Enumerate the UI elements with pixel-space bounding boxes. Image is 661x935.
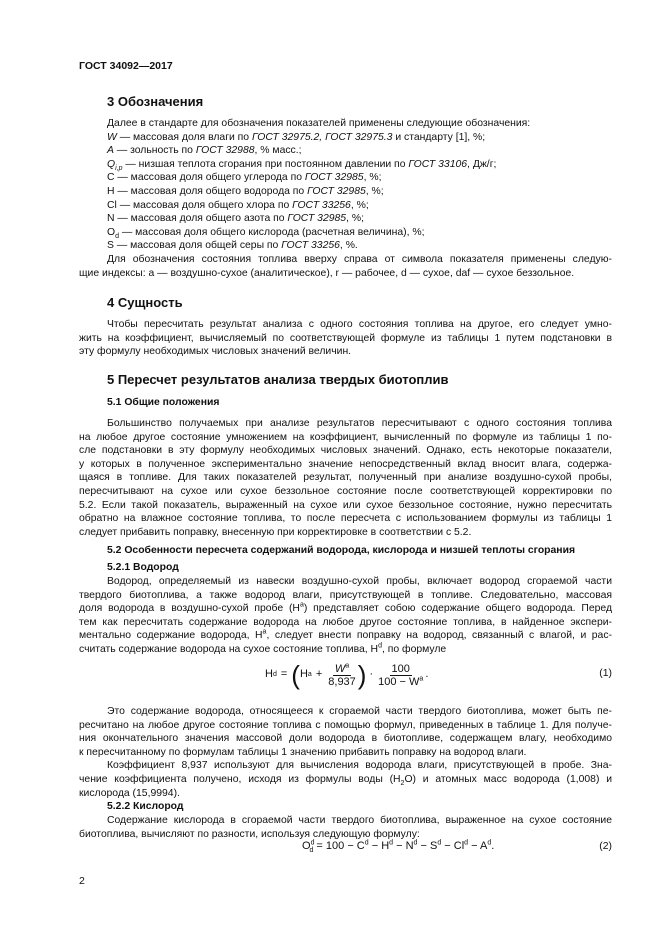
section-5-2-title: 5.2 Особенности пересчета содержаний водорода, кислорода и низшей теплоты сгорания (107, 545, 576, 556)
section-4-body (79, 318, 612, 359)
oxygen-line: Содержание кислорода в сгораемой части твердого биотоплива, выраженное на сухое состояние (107, 815, 612, 826)
oxygen-line: биотоплива, вычисляют по разности, используя следующую формулу: (79, 828, 420, 840)
section-3-title: 3 Обозначения (107, 94, 204, 109)
designation-c: С — массовая доля общего углерода по ГОСТ 32985, %; (107, 172, 382, 184)
section-5-1-line: пересчитывают на сухое или сухое беззольное состояние после соответствующей корректировки по (79, 485, 612, 497)
formula-1-fraction-moisture: $\frac{W^a}{8,937}$ (328, 661, 356, 688)
section-5-1-line: Большинство получаемых при анализе результатов пересчитывают с одного состояния топлива (107, 418, 612, 429)
hydrogen-line: Водород, определяемый из навески воздушно-сухой пробы, включает водород сгораемой части (107, 576, 612, 587)
designation-n: N — массовая доля общего азота по ГОСТ 32985, %; (107, 213, 364, 225)
formula-2 (79, 840, 612, 858)
page-number: 2 (79, 875, 85, 887)
formula-1-expression: H d = ( H a + $\frac{W^a}{8,937}$ ) · $\frac{100}{100 - W^a}$ . (265, 660, 429, 690)
designation-a: A — зольность по ГОСТ 32988, % масс.; (107, 145, 302, 157)
designation-o: $O_d$ — массовая доля общего кислорода (расчетная величина), %; (107, 226, 425, 240)
state-indices-line-2: щие индексы: a — воздушно-сухое (аналитическое), r — рабочее, d — сухое, daf — сухое беззольное. (79, 267, 575, 279)
hydrogen-explanation-line: к пересчитанному по формулам таблицы 1 значению прибавить поправку на водород влаги. (79, 746, 527, 758)
hydrogen-line: ментально содержание водорода, $Н^a$, следует внести поправку на водород, связанный с влагой, и рас- (79, 628, 612, 642)
hydrogen-explanation-line: ния окончательного значения массовой доли водорода в биотопливе, содержащем влагу, необходимо (79, 733, 612, 745)
hydrogen-explanation-line: ресчитано на любое другое состояние топлива с помощью формул, приведенных в таблице 1. Для получе- (79, 719, 612, 731)
section-5-1-line: на любое другое состояние умножением на коэффициент, вычисленный по формуле из таблицы 1 по- (79, 431, 612, 443)
coefficient-line: Коэффициент 8,937 используют для вычисления водорода влаги, присутствующей в пробе. Зна- (107, 760, 612, 772)
section-5-1-line: следует прибавить поправку, внесенную при корректировке в соответствии с 5.2. (79, 526, 472, 538)
designation-w: W — массовая доля влаги по ГОСТ 32975.2, ГОСТ 32975.3 и стандарту [1], %; (107, 131, 486, 143)
section-5-1-title: 5.1 Общие положения (107, 397, 220, 408)
designation-cl: Cl — массовая доля общего хлора по ГОСТ 33256, %; (107, 199, 369, 211)
document-code-header: ГОСТ 34092—2017 (79, 60, 173, 72)
section-5-1-line: сле подстановки в эту формулу необходимых числовых значений. Однако, есть некоторые показатели, (79, 445, 612, 457)
section-5-2-1-title: 5.2.1 Водород (107, 562, 179, 573)
formula-1-number: (1) (599, 668, 612, 679)
section-4-title: 4 Сущность (107, 295, 183, 310)
hydrogen-explanation-line: Это содержание водорода, относящееся к сгораемой части твердого биотоплива, может быть пе- (107, 706, 612, 717)
section-3-body (79, 117, 612, 280)
section-5-2-2-body (79, 814, 612, 841)
section-5-1-line: 5.2. Если такой показатель, выраженный на сухое или сухое беззольное состояние, нужно пересчитать (79, 499, 612, 511)
section-5-1-line: щаяся в топливе. Для таких показателей результат, полученный при анализе воздушно-сухой пробы, (79, 472, 612, 484)
hydrogen-line: твердого биотоплива, а также водород влаги, присутствующей в топливе. Следовательно, массовая (79, 589, 612, 601)
section-4-line: Чтобы пересчитать результат анализа с одного состояния топлива на другое, его следует умно- (107, 319, 612, 330)
hydrogen-line: доля водорода в воздушно-сухой пробе $(Н^a)$ представляет собою содержание общего водорода. Перед (79, 601, 613, 615)
coefficient-line: кислорода (15,9994). (79, 787, 180, 799)
coefficient-line: чение коэффициента получено, исходя из формулы воды $(Н_2О)$ и атомных масс водорода (1,008) и (79, 773, 612, 788)
hydrogen-explanation (79, 705, 612, 800)
formula-1-fraction-dry: $\frac{100}{100 - W^a}$ (378, 662, 424, 688)
section-5-2-1-body (79, 575, 612, 657)
section-4-line: жить на коэффициент, вычисляемый по соответствующей формуле из таблицы 1 путем подстановки в (79, 332, 612, 344)
section-4-line: эту формулу необходимых числовых значений величин. (79, 346, 352, 358)
section-3-intro: Далее в стандарте для обозначения показателей применены следующие обозначения: (107, 118, 531, 129)
section-5-1-body (79, 417, 612, 539)
hydrogen-line: считать содержание водорода на сухое состояние топлива, $Н^d$, по формуле (79, 642, 447, 655)
formula-1 (79, 655, 612, 695)
section-5-1-line: у которых в полученное экспериментально значение непосредственный вклад вносит влага, содержа- (79, 458, 612, 470)
section-5-1-line: обратно на влажное состояние топлива, то после пересчета с использованием формулы из таблицы 1 (79, 513, 612, 525)
section-5-2-2-title: 5.2.2 Кислород (107, 801, 184, 812)
hydrogen-line: тем как пересчитать содержание водорода на любое другое состояние топлива, в найденное экспери- (79, 616, 612, 628)
state-indices-line-1: Для обозначения состояния топлива вверху справа от символа показателя применены следую- (107, 253, 612, 265)
formula-2-expression: $O^d_d = 100 - С^d - Н^d - N^d - S^d - Cl^d - A^d$. (302, 839, 495, 855)
designation-s: S — массовая доля общей серы по ГОСТ 33256, %. (107, 240, 358, 252)
designation-q: $Q_{i,p}$ — низшая теплота сгорания при постоянном давлении по ГОСТ 33106, Дж/г; (107, 158, 497, 172)
section-5-title: 5 Пересчет результатов анализа твердых биотоплив (107, 372, 449, 387)
designation-h: Н — массовая доля общего водорода по ГОСТ 32985, %; (107, 185, 384, 197)
formula-2-number: (2) (599, 841, 612, 852)
